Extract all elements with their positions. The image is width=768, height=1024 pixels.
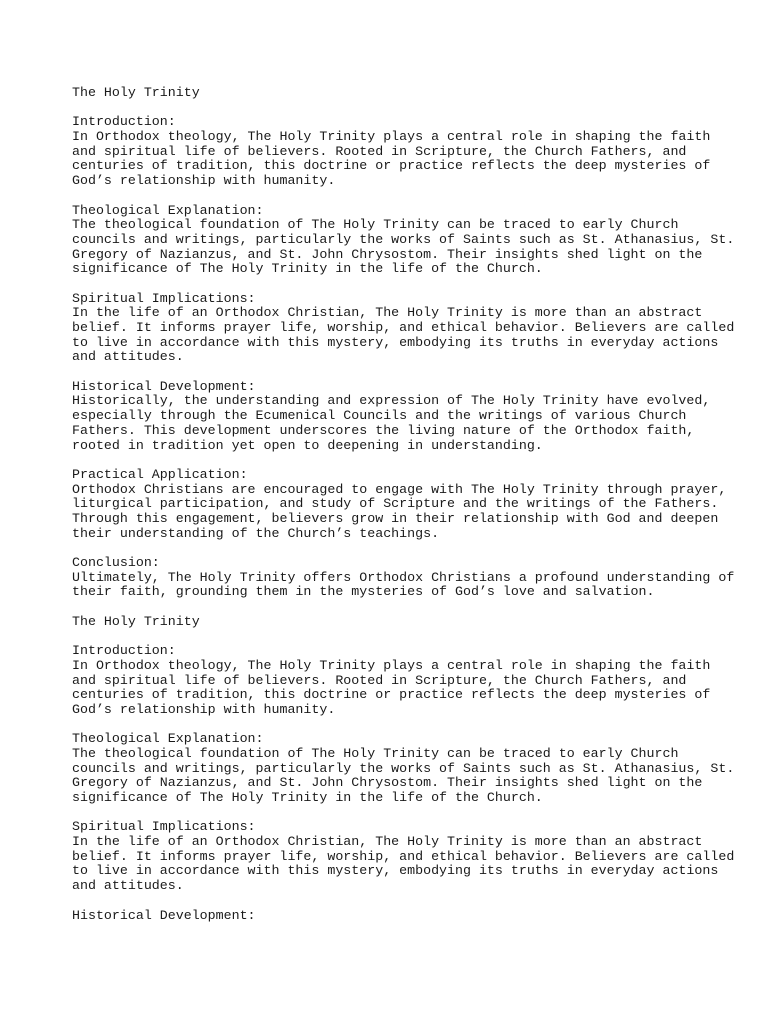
section-heading: Historical Development: <box>72 907 256 923</box>
paragraph-line: Through this engagement, believers grow in their relationship with God and deepen <box>72 510 719 526</box>
document-section <box>72 555 735 600</box>
paragraph-line: rooted in tradition yet open to deepening in understanding. <box>72 437 543 453</box>
paragraph-line: Fathers. This development underscores the living nature of the Orthodox faith, <box>72 422 695 438</box>
paragraph-line: especially through the Ecumenical Councils and the writings of various Church <box>72 408 687 424</box>
block-spacer <box>72 101 732 116</box>
section-heading: Practical Application: <box>72 466 248 482</box>
paragraph-line: their faith, grounding them in the mysteries of God’s love and salvation. <box>72 584 655 600</box>
section-heading: Spiritual Implications: <box>72 290 256 306</box>
document-section <box>72 819 735 894</box>
paragraph-line: belief. It informs prayer life, worship, and ethical behavior. Believers are called <box>72 848 735 864</box>
paragraph-line: their understanding of the Church’s teachings. <box>72 525 440 541</box>
paragraph-line: and attitudes. <box>72 349 184 365</box>
paragraph-line: Gregory of Nazianzus, and St. John Chrysostom. Their insights shed light on the <box>72 246 703 262</box>
document-section <box>72 115 732 188</box>
document-title-block <box>72 86 732 101</box>
paragraph-line: God’s relationship with humanity. <box>72 701 336 717</box>
block-spacer <box>72 189 732 204</box>
document-section <box>72 202 735 277</box>
block-spacer <box>72 453 732 468</box>
paragraph-line: God’s relationship with humanity. <box>72 173 336 189</box>
paragraph-line: Historically, the understanding and expression of The Holy Trinity have evolved, <box>72 393 711 409</box>
document-section <box>72 468 732 541</box>
block-spacer <box>72 629 732 644</box>
paragraph-line: centuries of tradition, this doctrine or practice reflects the deep mysteries of <box>72 687 711 703</box>
paragraph-line: Orthodox Christians are encouraged to engage with The Holy Trinity through prayer, <box>72 481 727 497</box>
document-title: The Holy Trinity <box>72 613 200 629</box>
document-title: The Holy Trinity <box>72 85 200 100</box>
block-spacer <box>72 894 732 909</box>
block-spacer <box>72 277 732 292</box>
section-heading: Theological Explanation: <box>72 202 264 218</box>
paragraph-line: councils and writings, particularly the works of Saints such as St. Athanasius, St. <box>72 760 735 776</box>
paragraph-line: councils and writings, particularly the works of Saints such as St. Athanasius, St. <box>72 231 735 247</box>
paragraph-line: to live in accordance with this mystery, embodying its truths in everyday actions <box>72 334 719 350</box>
document-section <box>72 909 732 924</box>
paragraph-line: significance of The Holy Trinity in the life of the Church. <box>72 261 543 277</box>
document-page <box>72 85 735 923</box>
block-spacer <box>72 600 732 615</box>
document-section <box>72 731 735 805</box>
section-heading: Historical Development: <box>72 378 256 394</box>
document-title-block <box>72 615 732 630</box>
section-heading: Introduction: <box>72 114 176 130</box>
paragraph-line: significance of The Holy Trinity in the life of the Church. <box>72 790 543 805</box>
paragraph-line: liturgical participation, and study of Scripture and the writings of the Fathers. <box>72 496 719 512</box>
block-spacer <box>72 718 732 733</box>
paragraph-line: In Orthodox theology, The Holy Trinity plays a central role in shaping the faith <box>72 657 711 673</box>
section-heading: Theological Explanation: <box>72 731 264 747</box>
paragraph-line: centuries of tradition, this doctrine or practice reflects the deep mysteries of <box>72 158 711 174</box>
block-spacer <box>72 365 732 380</box>
paragraph-line: Ultimately, The Holy Trinity offers Orthodox Christians a profound understanding of <box>72 569 735 585</box>
paragraph-line: and attitudes. <box>72 878 184 894</box>
block-spacer <box>72 541 732 556</box>
section-heading: Spiritual Implications: <box>72 819 256 835</box>
paragraph-line: The theological foundation of The Holy Trinity can be traced to early Church <box>72 745 679 761</box>
paragraph-line: In Orthodox theology, The Holy Trinity plays a central role in shaping the faith <box>72 129 711 145</box>
document-section <box>72 644 732 717</box>
section-heading: Introduction: <box>72 643 176 659</box>
paragraph-line: In the life of an Orthodox Christian, The Holy Trinity is more than an abstract <box>72 305 703 321</box>
paragraph-line: and spiritual life of believers. Rooted in Scripture, the Church Fathers, and <box>72 672 687 688</box>
document-section <box>72 290 735 365</box>
paragraph-line: Gregory of Nazianzus, and St. John Chrysostom. Their insights shed light on the <box>72 775 703 791</box>
block-spacer <box>72 806 732 821</box>
paragraph-line: and spiritual life of believers. Rooted in Scripture, the Church Fathers, and <box>72 143 687 159</box>
paragraph-line: belief. It informs prayer life, worship, and ethical behavior. Believers are called <box>72 320 735 335</box>
section-heading: Conclusion: <box>72 555 160 570</box>
paragraph-line: to live in accordance with this mystery, embodying its truths in everyday actions <box>72 863 719 879</box>
paragraph-line: In the life of an Orthodox Christian, The Holy Trinity is more than an abstract <box>72 834 703 850</box>
document-section <box>72 380 732 453</box>
paragraph-line: The theological foundation of The Holy Trinity can be traced to early Church <box>72 217 679 233</box>
